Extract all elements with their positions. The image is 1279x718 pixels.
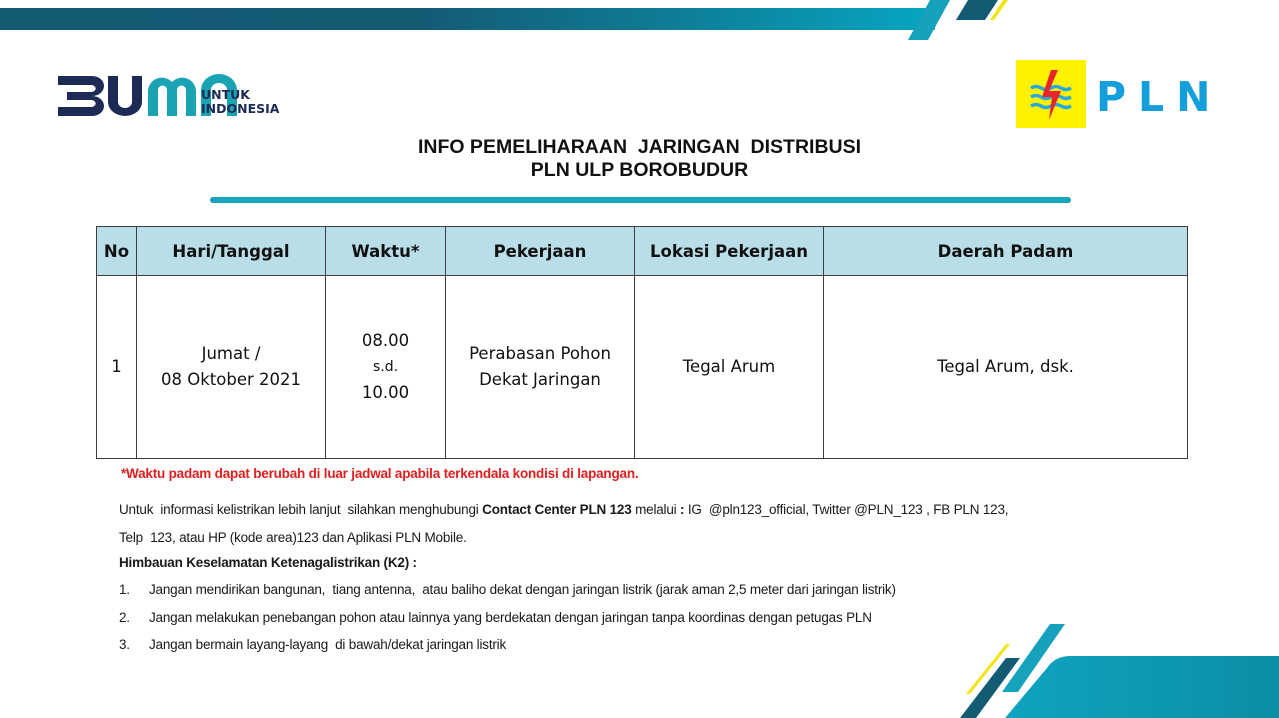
k2-safety-list [119, 582, 896, 665]
header-date: Hari/Tanggal [137, 227, 326, 276]
header-no: No [97, 227, 137, 276]
contact-center-label: Contact Center PLN 123 [482, 502, 632, 517]
cell-outage-area: Tegal Arum, dsk. [824, 276, 1188, 459]
cell-work-line1: Perabasan Pohon [469, 344, 611, 363]
cell-date [137, 276, 326, 459]
list-item-number: 3. [119, 637, 130, 652]
title-line2: PLN ULP BOROBUDUR [530, 159, 749, 181]
list-item-text: Jangan mendirikan bangunan, tiang antenna, atau baliho dekat dengan jaringan listrik (jarak aman 2,5 meter dari jaringan listrik) [149, 582, 896, 597]
list-item [119, 610, 896, 638]
cell-work-line2: Dekat Jaringan [479, 370, 601, 389]
list-item-number: 1. [119, 582, 130, 597]
bumn-tagline-line1: UNTUK [201, 87, 250, 102]
k2-safety-title: Himbauan Keselamatan Ketenagalistrikan (K2) : [119, 555, 417, 570]
pln-lightning-icon [1016, 60, 1086, 128]
cell-work [446, 276, 635, 459]
table-row [97, 276, 1188, 459]
page-title [0, 136, 1279, 182]
bumn-tagline-line2: INDONESIA [201, 101, 280, 116]
cell-time-end: 10.00 [361, 383, 410, 402]
table-header-row [97, 227, 1188, 276]
list-item-text: Jangan melakukan penebangan pohon atau lainnya yang berdekatan dengan jaringan tanpa koordinas dengan petugas PLN [149, 609, 872, 625]
cell-time [326, 276, 446, 459]
header-work: Pekerjaan [446, 227, 635, 276]
pln-wordmark: PLN [1096, 73, 1223, 121]
contact-info [119, 496, 1199, 552]
cell-location: Tegal Arum [635, 276, 824, 459]
cell-day: Jumat / [201, 344, 261, 363]
bumn-tagline [201, 88, 279, 116]
list-item [119, 582, 896, 610]
cell-time-separator: s.d. [372, 359, 399, 375]
cell-date-value: 08 Oktober 2021 [161, 370, 301, 389]
title-line1: INFO PEMELIHARAAN JARINGAN DISTRIBUSI [417, 136, 862, 158]
contact-info-channels: IG @pln123_official, Twitter @PLN_123 , FB PLN 123, [684, 502, 1009, 517]
top-stripes-decoration [0, 0, 1279, 45]
bottom-stripes-decoration [940, 610, 1279, 718]
cell-no: 1 [97, 276, 137, 459]
contact-info-mid: melalui [631, 502, 681, 517]
pln-logo-box [1016, 60, 1086, 128]
header-location: Lokasi Pekerjaan [635, 227, 824, 276]
contact-info-line2: Telp 123, atau HP (kode area)123 dan Aplikasi PLN Mobile. [119, 530, 467, 545]
cell-time-start: 08.00 [361, 331, 410, 350]
contact-info-prefix: Untuk informasi kelistrikan lebih lanjut silahkan menghubungi [119, 502, 483, 517]
contact-info-line1 [119, 496, 1199, 524]
list-item [119, 637, 896, 665]
contact-info-colon: : [680, 502, 685, 517]
header-outage-area: Daerah Padam [824, 227, 1188, 276]
title-divider [210, 197, 1071, 203]
maintenance-schedule-table [96, 226, 1188, 459]
schedule-warning-note: *Waktu padam dapat berubah di luar jadwal apabila terkendala kondisi di lapangan. [121, 466, 639, 481]
header-time: Waktu* [326, 227, 446, 276]
list-item-number: 2. [119, 609, 130, 625]
list-item-text: Jangan bermain layang-layang di bawah/dekat jaringan listrik [149, 637, 507, 652]
